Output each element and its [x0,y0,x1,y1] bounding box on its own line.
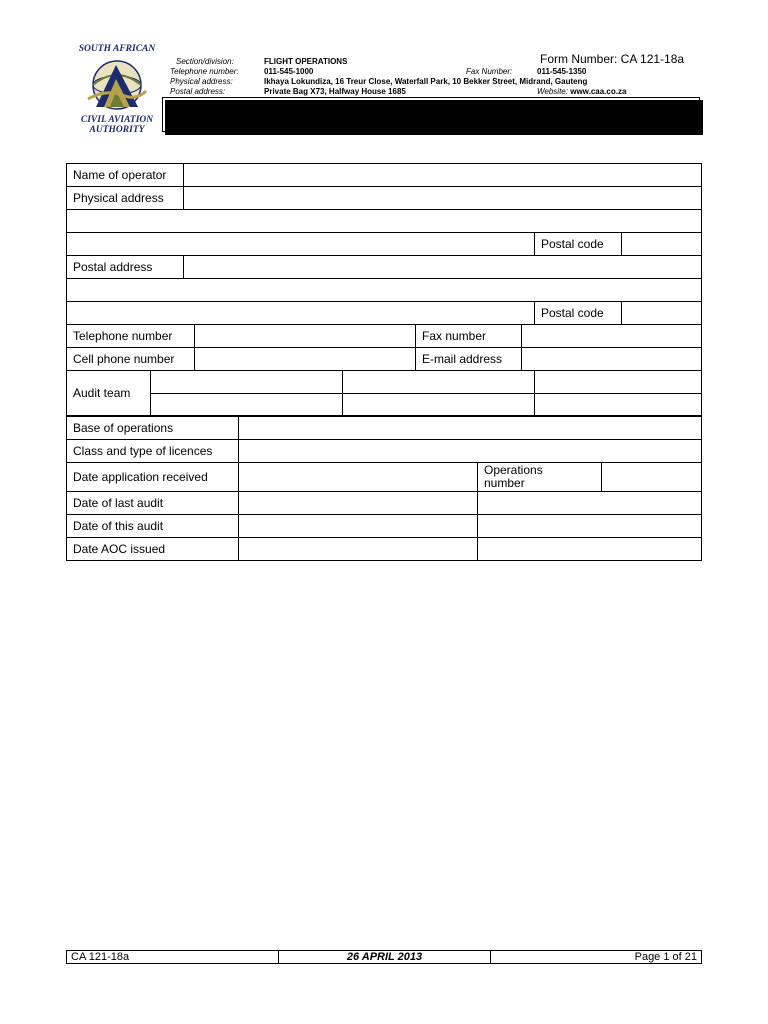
form-title-line-2: OPERATORS (PART 121) [354,115,508,130]
postal-address-label: Postal address [66,255,184,279]
postal-address-field-2[interactable] [66,278,702,302]
postal-postal-code-label: Postal code [534,301,622,325]
physical-address-field-2[interactable] [66,209,702,233]
phone-value: 011-545-1000 [264,67,314,76]
date-aoc-issued-label: Date AOC issued [66,537,239,561]
postal-address-value: Private Bag X73, Halfway House 1685 [264,87,406,96]
name-of-operator-field[interactable] [183,163,702,187]
audit-team-member-4[interactable] [150,393,343,416]
section-value: FLIGHT OPERATIONS [264,57,348,66]
date-last-audit-label: Date of last audit [66,491,239,515]
date-this-audit-extra-field[interactable] [477,514,702,538]
fax-label: Fax Number: [466,67,513,76]
website-label: Website: [537,87,568,96]
audit-team-label: Audit team [66,370,151,416]
name-of-operator-label: Name of operator [66,163,184,187]
physical-address-field-3[interactable] [66,232,535,256]
email-address-label: E-mail address [415,347,522,371]
operations-number-label: Operations number [477,462,602,492]
audit-team-member-2[interactable] [342,370,535,394]
date-last-audit-extra-field[interactable] [477,491,702,515]
class-type-licences-field[interactable] [238,439,702,463]
postal-postal-code-field[interactable] [621,301,702,325]
date-application-received-label: Date application received [66,462,239,492]
postal-address-field-1[interactable] [183,255,702,279]
logo-text-top: SOUTH AFRICAN [78,44,156,54]
fax-number-label: Fax number [415,324,522,348]
postal-address-field-3[interactable] [66,301,535,325]
email-address-field[interactable] [521,347,702,371]
class-type-licences-label: Class and type of licences [66,439,239,463]
footer-page-number: Page 1 of 21 [490,950,702,964]
form-title-box [162,97,700,132]
operations-number-field[interactable] [601,462,702,492]
telephone-number-field[interactable] [194,324,416,348]
logo-text-bottom: AUTHORITY [89,125,145,135]
base-of-operations-label: Base of operations [66,416,239,440]
cell-phone-number-field[interactable] [194,347,416,371]
section-label: Section/division: [176,57,234,66]
physical-postal-code-field[interactable] [621,232,702,256]
physical-address-field-1[interactable] [183,186,702,210]
date-last-audit-field[interactable] [238,491,478,515]
audit-team-member-3[interactable] [534,370,702,394]
date-this-audit-field[interactable] [238,514,478,538]
audit-team-member-6[interactable] [534,393,702,416]
telephone-number-label: Telephone number [66,324,195,348]
audit-team-member-5[interactable] [342,393,535,416]
form-title-line-1: AUDIT & INSPECTION CHECKLIST: [322,100,540,115]
postal-address-label: Postal address: [170,87,226,96]
logo-text-middle: CIVIL AVIATION [80,115,154,125]
date-application-received-field[interactable] [238,462,478,492]
fax-value: 011-545-1350 [537,67,587,76]
mountain-globe-emblem-icon [86,55,148,113]
physical-address-label: Physical address: [170,77,233,86]
date-aoc-issued-field[interactable] [238,537,478,561]
date-this-audit-label: Date of this audit [66,514,239,538]
date-aoc-issued-extra-field[interactable] [477,537,702,561]
caa-logo [78,44,156,136]
website [537,87,626,97]
fax-number-field[interactable] [521,324,702,348]
phone-label: Telephone number: [170,67,239,76]
cell-phone-number-label: Cell phone number [66,347,195,371]
physical-address-label: Physical address [66,186,184,210]
physical-address-value: Ikhaya Lokundiza, 16 Treur Close, Waterfall Park, 10 Bekker Street, Midrand, Gauteng [264,77,588,86]
website-value[interactable]: www.caa.co.za [570,87,627,96]
form-number: Form Number: CA 121-18a [540,52,685,66]
base-of-operations-field[interactable] [238,416,702,440]
physical-postal-code-label: Postal code [534,232,622,256]
audit-team-member-1[interactable] [150,370,343,394]
page-footer [66,950,702,964]
footer-form-code: CA 121-18a [66,950,279,964]
footer-date: 26 APRIL 2013 [278,950,491,964]
